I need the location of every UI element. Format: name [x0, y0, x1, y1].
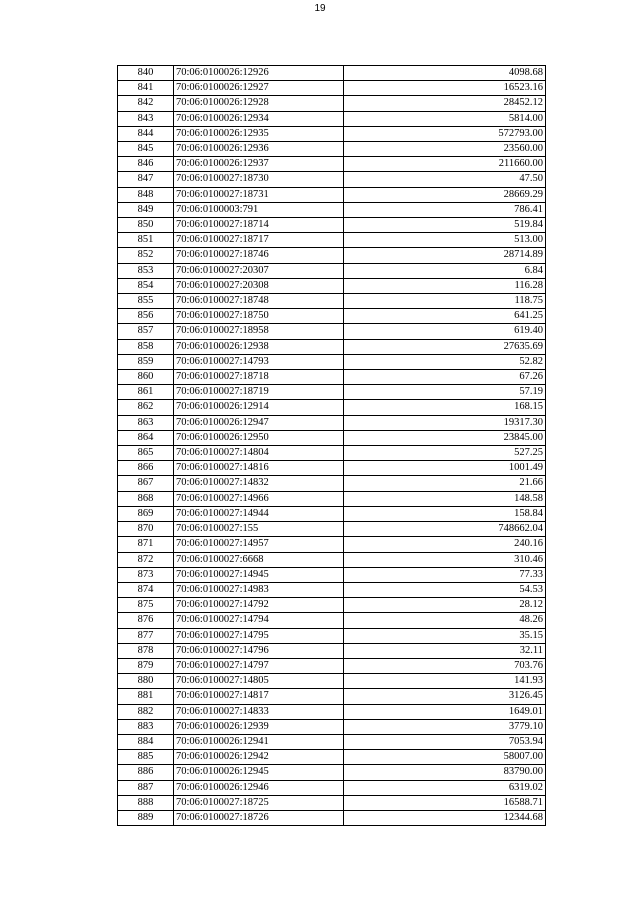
- row-number: 854: [118, 278, 174, 293]
- area-value: 35.15: [344, 628, 546, 643]
- row-number: 883: [118, 719, 174, 734]
- cadastral-number: 70:06:0100026:12934: [174, 111, 344, 126]
- area-value: 6.84: [344, 263, 546, 278]
- area-value: 5814.00: [344, 111, 546, 126]
- parcel-table: [117, 65, 546, 826]
- table-row: [118, 430, 546, 445]
- table-row: [118, 339, 546, 354]
- row-number: 841: [118, 81, 174, 96]
- table-row: [118, 400, 546, 415]
- cadastral-number: 70:06:0100027:18746: [174, 248, 344, 263]
- cadastral-number: 70:06:0100027:14833: [174, 704, 344, 719]
- row-number: 874: [118, 582, 174, 597]
- cadastral-number: 70:06:0100027:14832: [174, 476, 344, 491]
- cadastral-number: 70:06:0100027:20307: [174, 263, 344, 278]
- area-value: 6319.02: [344, 780, 546, 795]
- row-number: 866: [118, 461, 174, 476]
- area-value: 158.84: [344, 506, 546, 521]
- cadastral-number: 70:06:0100027:18719: [174, 385, 344, 400]
- row-number: 881: [118, 689, 174, 704]
- cadastral-number: 70:06:0100027:14797: [174, 658, 344, 673]
- table-row: [118, 643, 546, 658]
- table-row: [118, 674, 546, 689]
- cadastral-number: 70:06:0100026:12926: [174, 66, 344, 81]
- row-number: 870: [118, 522, 174, 537]
- area-value: 28669.29: [344, 187, 546, 202]
- table-row: [118, 734, 546, 749]
- area-value: 28.12: [344, 598, 546, 613]
- cadastral-number: 70:06:0100027:14804: [174, 446, 344, 461]
- area-value: 23845.00: [344, 430, 546, 445]
- row-number: 888: [118, 795, 174, 810]
- table-row: [118, 719, 546, 734]
- table-row: [118, 461, 546, 476]
- area-value: 116.28: [344, 278, 546, 293]
- cadastral-number: 70:06:0100027:14983: [174, 582, 344, 597]
- cadastral-number: 70:06:0100027:18725: [174, 795, 344, 810]
- area-value: 58007.00: [344, 750, 546, 765]
- area-value: 48.26: [344, 613, 546, 628]
- area-value: 54.53: [344, 582, 546, 597]
- cadastral-number: 70:06:0100026:12914: [174, 400, 344, 415]
- cadastral-number: 70:06:0100026:12941: [174, 734, 344, 749]
- row-number: 867: [118, 476, 174, 491]
- cadastral-number: 70:06:0100027:14817: [174, 689, 344, 704]
- area-value: 23560.00: [344, 142, 546, 157]
- table-row: [118, 415, 546, 430]
- area-value: 572793.00: [344, 126, 546, 141]
- cadastral-number: 70:06:0100026:12945: [174, 765, 344, 780]
- row-number: 848: [118, 187, 174, 202]
- row-number: 852: [118, 248, 174, 263]
- row-number: 843: [118, 111, 174, 126]
- table-row: [118, 446, 546, 461]
- table-row: [118, 689, 546, 704]
- row-number: 877: [118, 628, 174, 643]
- cadastral-number: 70:06:0100003:791: [174, 202, 344, 217]
- table-row: [118, 780, 546, 795]
- area-value: 27635.69: [344, 339, 546, 354]
- row-number: 850: [118, 218, 174, 233]
- row-number: 878: [118, 643, 174, 658]
- row-number: 887: [118, 780, 174, 795]
- area-value: 7053.94: [344, 734, 546, 749]
- area-value: 21.66: [344, 476, 546, 491]
- table-row: [118, 233, 546, 248]
- cadastral-number: 70:06:0100027:18748: [174, 294, 344, 309]
- table-row: [118, 476, 546, 491]
- area-value: 641.25: [344, 309, 546, 324]
- table-row: [118, 704, 546, 719]
- cadastral-number: 70:06:0100026:12950: [174, 430, 344, 445]
- table-row: [118, 765, 546, 780]
- table-row: [118, 370, 546, 385]
- area-value: 16523.16: [344, 81, 546, 96]
- table-row: [118, 126, 546, 141]
- table-row: [118, 218, 546, 233]
- table-row: [118, 202, 546, 217]
- row-number: 846: [118, 157, 174, 172]
- cadastral-number: 70:06:0100026:12938: [174, 339, 344, 354]
- table-row: [118, 506, 546, 521]
- cadastral-number: 70:06:0100027:6668: [174, 552, 344, 567]
- table-row: [118, 187, 546, 202]
- row-number: 856: [118, 309, 174, 324]
- cadastral-number: 70:06:0100027:14794: [174, 613, 344, 628]
- area-value: 3126.45: [344, 689, 546, 704]
- row-number: 869: [118, 506, 174, 521]
- table-row: [118, 157, 546, 172]
- table-row: [118, 263, 546, 278]
- row-number: 864: [118, 430, 174, 445]
- row-number: 862: [118, 400, 174, 415]
- table-row: [118, 354, 546, 369]
- cadastral-number: 70:06:0100027:155: [174, 522, 344, 537]
- table-row: [118, 142, 546, 157]
- cadastral-number: 70:06:0100026:12936: [174, 142, 344, 157]
- table-row: [118, 491, 546, 506]
- table-row: [118, 598, 546, 613]
- area-value: 28452.12: [344, 96, 546, 111]
- row-number: 855: [118, 294, 174, 309]
- cadastral-number: 70:06:0100026:12935: [174, 126, 344, 141]
- cadastral-number: 70:06:0100027:14944: [174, 506, 344, 521]
- table-row: [118, 385, 546, 400]
- cadastral-number: 70:06:0100026:12947: [174, 415, 344, 430]
- area-value: 168.15: [344, 400, 546, 415]
- cadastral-number: 70:06:0100027:18714: [174, 218, 344, 233]
- table-row: [118, 522, 546, 537]
- row-number: 886: [118, 765, 174, 780]
- table-row: [118, 582, 546, 597]
- area-value: 1649.01: [344, 704, 546, 719]
- area-value: 47.50: [344, 172, 546, 187]
- area-value: 148.58: [344, 491, 546, 506]
- area-value: 12344.68: [344, 810, 546, 825]
- area-value: 3779.10: [344, 719, 546, 734]
- row-number: 882: [118, 704, 174, 719]
- area-value: 4098.68: [344, 66, 546, 81]
- area-value: 19317.30: [344, 415, 546, 430]
- row-number: 859: [118, 354, 174, 369]
- cadastral-number: 70:06:0100026:12928: [174, 96, 344, 111]
- area-value: 16588.71: [344, 795, 546, 810]
- table-row: [118, 309, 546, 324]
- area-value: 1001.49: [344, 461, 546, 476]
- cadastral-number: 70:06:0100027:14957: [174, 537, 344, 552]
- cadastral-number: 70:06:0100026:12927: [174, 81, 344, 96]
- cadastral-number: 70:06:0100027:14966: [174, 491, 344, 506]
- cadastral-number: 70:06:0100027:14796: [174, 643, 344, 658]
- table-row: [118, 66, 546, 81]
- table-row: [118, 81, 546, 96]
- area-value: 748662.04: [344, 522, 546, 537]
- row-number: 868: [118, 491, 174, 506]
- row-number: 844: [118, 126, 174, 141]
- row-number: 884: [118, 734, 174, 749]
- row-number: 872: [118, 552, 174, 567]
- table-row: [118, 628, 546, 643]
- cadastral-number: 70:06:0100027:14805: [174, 674, 344, 689]
- table-row: [118, 96, 546, 111]
- area-value: 703.76: [344, 658, 546, 673]
- area-value: 519.84: [344, 218, 546, 233]
- cadastral-number: 70:06:0100027:18730: [174, 172, 344, 187]
- area-value: 310.46: [344, 552, 546, 567]
- row-number: 840: [118, 66, 174, 81]
- cadastral-number: 70:06:0100027:20308: [174, 278, 344, 293]
- area-value: 83790.00: [344, 765, 546, 780]
- row-number: 857: [118, 324, 174, 339]
- table-row: [118, 750, 546, 765]
- row-number: 853: [118, 263, 174, 278]
- area-value: 211660.00: [344, 157, 546, 172]
- cadastral-number: 70:06:0100027:18958: [174, 324, 344, 339]
- area-value: 619.40: [344, 324, 546, 339]
- row-number: 847: [118, 172, 174, 187]
- table-row: [118, 294, 546, 309]
- row-number: 858: [118, 339, 174, 354]
- row-number: 875: [118, 598, 174, 613]
- table-row: [118, 613, 546, 628]
- area-value: 28714.89: [344, 248, 546, 263]
- table-row: [118, 537, 546, 552]
- cadastral-number: 70:06:0100027:18717: [174, 233, 344, 248]
- cadastral-number: 70:06:0100027:18718: [174, 370, 344, 385]
- row-number: 889: [118, 810, 174, 825]
- row-number: 871: [118, 537, 174, 552]
- row-number: 880: [118, 674, 174, 689]
- cadastral-number: 70:06:0100027:14795: [174, 628, 344, 643]
- row-number: 845: [118, 142, 174, 157]
- row-number: 861: [118, 385, 174, 400]
- table-row: [118, 324, 546, 339]
- table-row: [118, 567, 546, 582]
- area-value: 786.41: [344, 202, 546, 217]
- cadastral-number: 70:06:0100027:14945: [174, 567, 344, 582]
- cadastral-number: 70:06:0100026:12937: [174, 157, 344, 172]
- cadastral-number: 70:06:0100027:14793: [174, 354, 344, 369]
- table-row: [118, 111, 546, 126]
- table-row: [118, 278, 546, 293]
- cadastral-number: 70:06:0100027:14816: [174, 461, 344, 476]
- cadastral-number: 70:06:0100027:18750: [174, 309, 344, 324]
- table-row: [118, 248, 546, 263]
- area-value: 67.26: [344, 370, 546, 385]
- row-number: 842: [118, 96, 174, 111]
- table-row: [118, 172, 546, 187]
- parcel-table-body: [118, 66, 546, 826]
- row-number: 876: [118, 613, 174, 628]
- table-row: [118, 810, 546, 825]
- row-number: 849: [118, 202, 174, 217]
- table-row: [118, 552, 546, 567]
- row-number: 865: [118, 446, 174, 461]
- area-value: 57.19: [344, 385, 546, 400]
- page-number: 19: [314, 3, 326, 14]
- row-number: 860: [118, 370, 174, 385]
- area-value: 52.82: [344, 354, 546, 369]
- row-number: 863: [118, 415, 174, 430]
- area-value: 141.93: [344, 674, 546, 689]
- table-row: [118, 795, 546, 810]
- row-number: 885: [118, 750, 174, 765]
- area-value: 240.16: [344, 537, 546, 552]
- row-number: 851: [118, 233, 174, 248]
- cadastral-number: 70:06:0100026:12942: [174, 750, 344, 765]
- row-number: 873: [118, 567, 174, 582]
- row-number: 879: [118, 658, 174, 673]
- cadastral-number: 70:06:0100027:18731: [174, 187, 344, 202]
- cadastral-number: 70:06:0100027:14792: [174, 598, 344, 613]
- table-row: [118, 658, 546, 673]
- cadastral-number: 70:06:0100026:12946: [174, 780, 344, 795]
- area-value: 32.11: [344, 643, 546, 658]
- area-value: 527.25: [344, 446, 546, 461]
- area-value: 513.00: [344, 233, 546, 248]
- cadastral-number: 70:06:0100027:18726: [174, 810, 344, 825]
- cadastral-number: 70:06:0100026:12939: [174, 719, 344, 734]
- area-value: 77.33: [344, 567, 546, 582]
- area-value: 118.75: [344, 294, 546, 309]
